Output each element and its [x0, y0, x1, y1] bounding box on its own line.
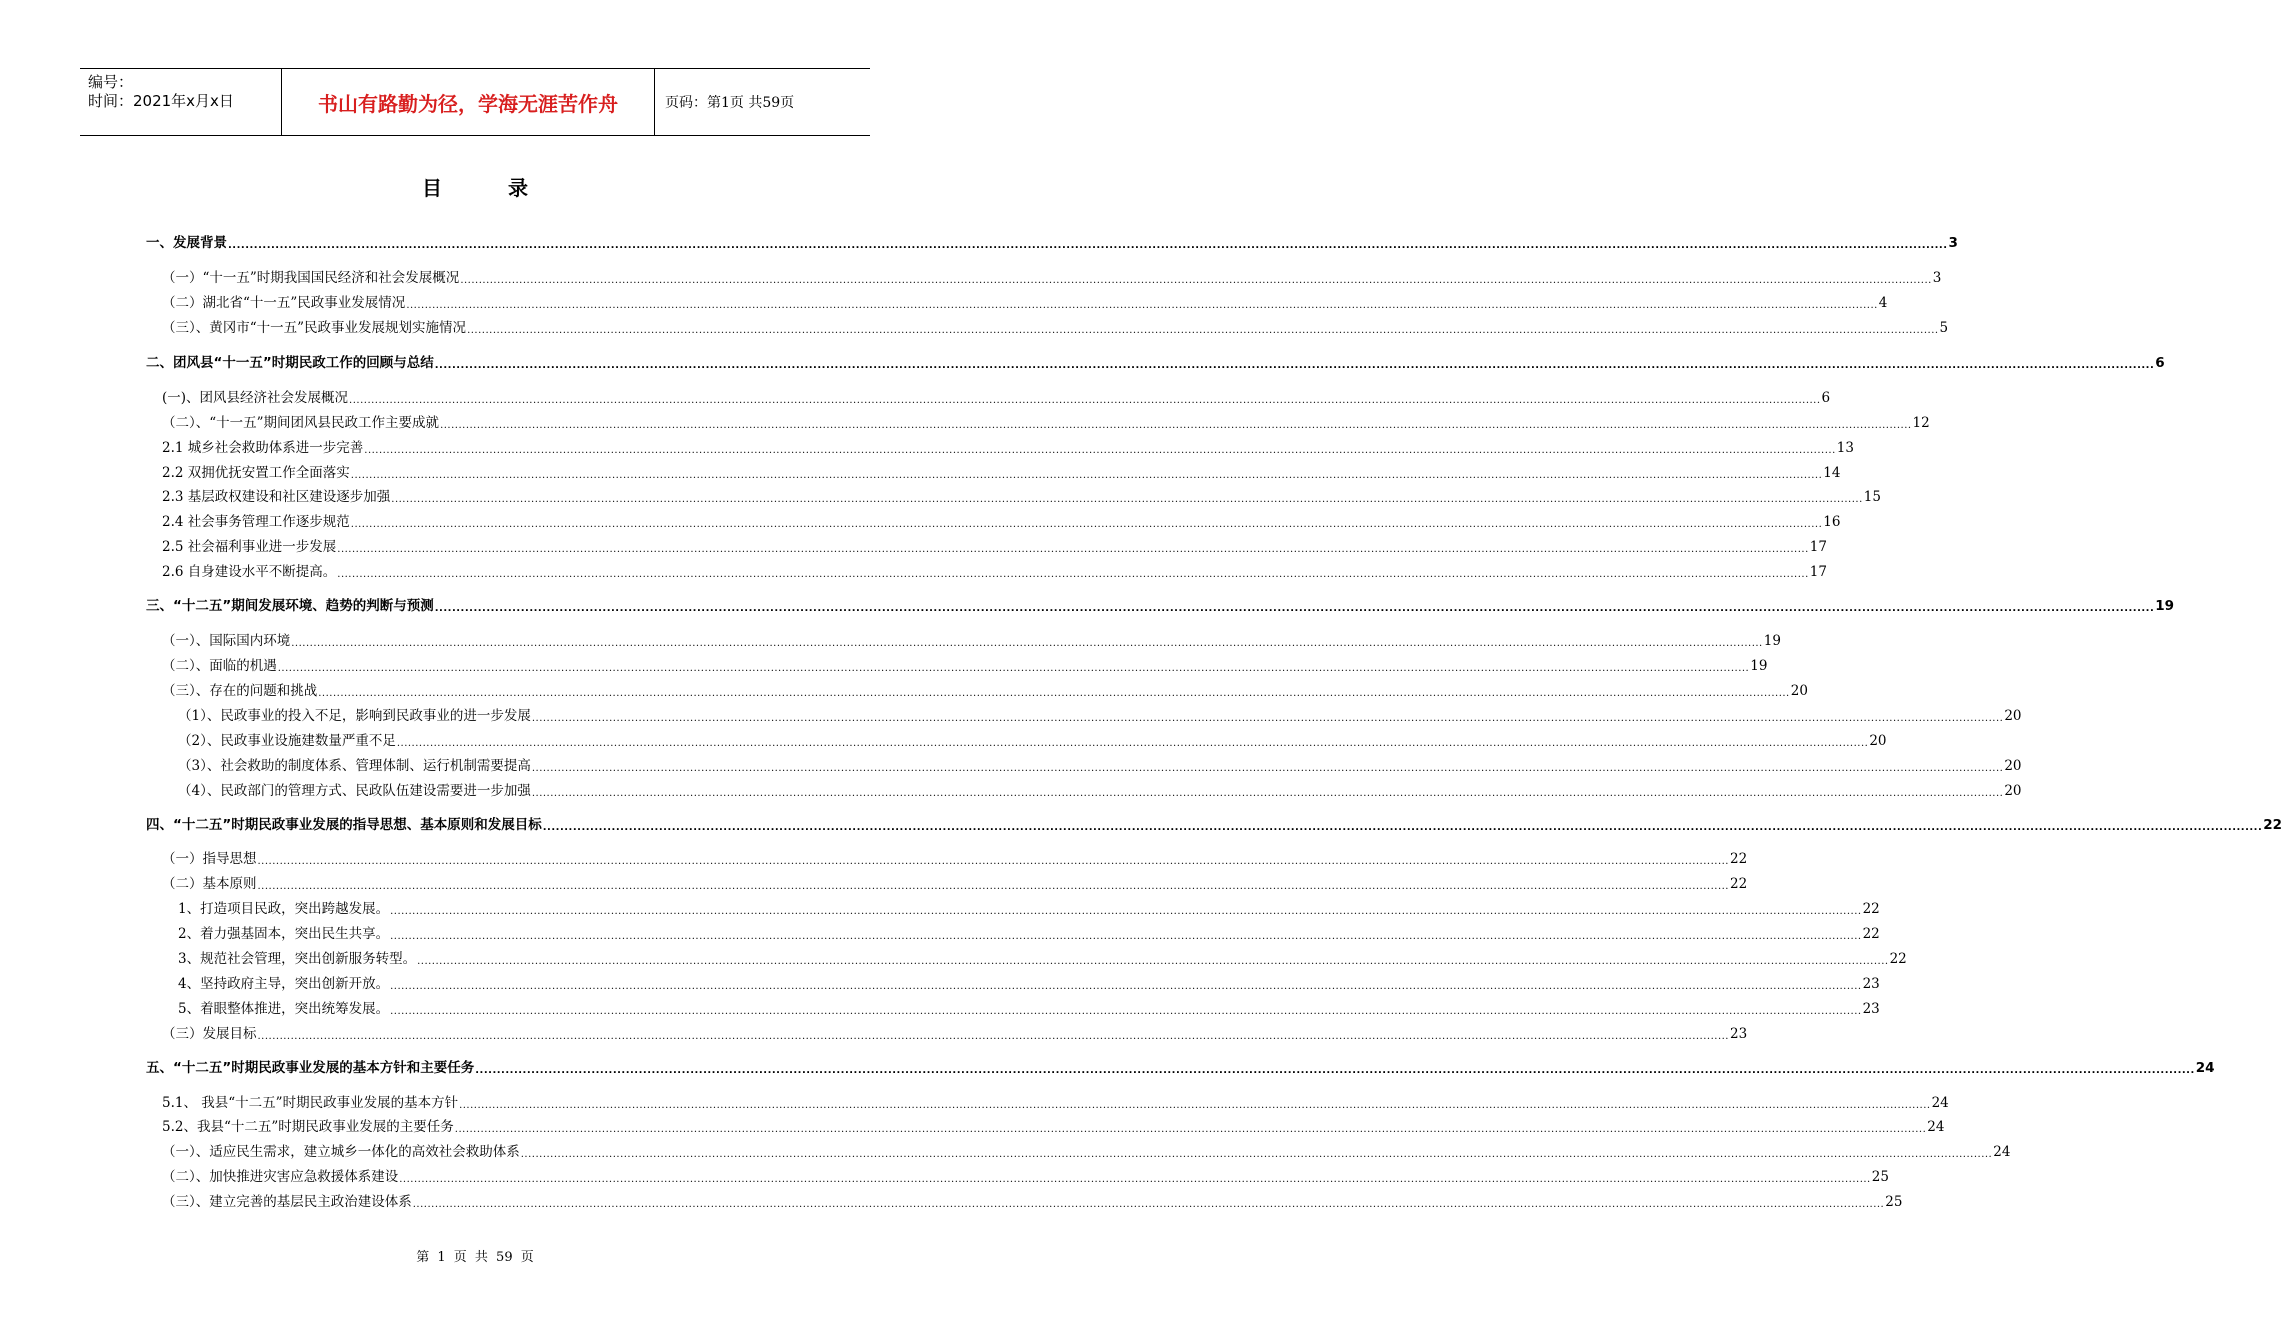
toc-leader-dots: ................................................................................................................................................................................................................................................................................................................................................................................................................	[257, 881, 1729, 892]
toc-entry-title: 5.1、 我县“十二五”时期民政事业发展的基本方针	[162, 1095, 459, 1111]
toc-leader-dots: ................................................................................................................................................................................................................................................................................................................................................................................................................	[390, 1006, 1862, 1017]
toc-entry[interactable]	[162, 436, 1854, 458]
toc-entry[interactable]	[162, 461, 1841, 483]
toc-entry-title: （1）、民政事业的投入不足，影响到民政事业的进一步发展	[178, 708, 531, 724]
toc-entry-page: 17	[1809, 564, 1827, 580]
toc-leader-dots: ................................................................................................................................................................................................................................................................................................................................................................................................................	[412, 1199, 1885, 1210]
toc-leader-dots: ................................................................................................................................................................................................................................................................................................................................................................................................................	[337, 544, 1809, 555]
toc-leader-dots: ................................................................................................................................................................................................................................................................................................................................................................................................................	[391, 494, 1863, 505]
toc-entry-page: 6	[2155, 355, 2165, 371]
toc-entry-page: 24	[1993, 1144, 2011, 1160]
toc-entry[interactable]	[146, 813, 2282, 835]
toc-entry-title: （三）、存在的问题和挑战	[162, 683, 318, 699]
toc-entry-page: 19	[1750, 658, 1768, 674]
toc-leader-dots: ................................................................................................................................................................................................................................................................................................................................................................................................................	[396, 738, 1869, 749]
toc-entry-page: 23	[1862, 1001, 1880, 1017]
toc-entry-page: 4	[1878, 295, 1888, 311]
toc-entry-title: （2）、民政事业设施建数量严重不足	[178, 733, 396, 749]
toc-entry[interactable]	[162, 847, 1748, 869]
toc-entry-title: 2.1 城乡社会救助体系进一步完善	[162, 440, 364, 456]
toc-leader-dots: ................................................................................................................................................................................................................................................................................................................................................................................................................	[454, 1124, 1927, 1135]
toc-entry-title: (一)、团风县经济社会发展概况	[162, 390, 349, 406]
toc-entry-title: （一）、适应民生需求，建立城乡一体化的高效社会救助体系	[162, 1144, 520, 1160]
toc-entry-page: 17	[1809, 539, 1827, 555]
toc-entry-page: 25	[1871, 1169, 1889, 1185]
toc-leader-dots: ................................................................................................................................................................................................................................................................................................................................................................................................................	[390, 906, 1862, 917]
toc-entry-title: 三、“十二五”期间发展环境、趋势的判断与预测	[146, 598, 434, 614]
toc-entry-page: 19	[1763, 633, 1781, 649]
toc-entry[interactable]	[162, 266, 1942, 288]
toc-entry-title: 一、发展背景	[146, 235, 227, 251]
toc-entry-page: 24	[2195, 1060, 2215, 1076]
toc-entry-title: （二）、面临的机遇	[162, 658, 277, 674]
toc-entry[interactable]	[178, 779, 2022, 801]
header-motto: 书山有路勤为径，学海无涯苦作舟	[282, 69, 655, 135]
toc-entry-title: 4、坚持政府主导，突出创新开放。	[178, 976, 390, 992]
toc-leader-dots: ................................................................................................................................................................................................................................................................................................................................................................................................................	[520, 1149, 1993, 1160]
toc-entry-title: 二、团风县“十一五”时期民政工作的回顾与总结	[146, 355, 434, 371]
toc-entry-page: 23	[1862, 976, 1880, 992]
toc-entry-title: （4）、民政部门的管理方式、民政队伍建设需要进一步加强	[178, 783, 531, 799]
toc-entry-title: 3、规范社会管理，突出创新服务转型。	[178, 951, 417, 967]
toc-leader-dots: ................................................................................................................................................................................................................................................................................................................................................................................................................	[291, 638, 1763, 649]
toc-entry-page: 25	[1885, 1194, 1903, 1210]
toc-entry-page: 15	[1863, 489, 1881, 505]
toc-entry-title: 四、“十二五”时期民政事业发展的指导思想、基本原则和发展目标	[146, 817, 542, 833]
toc-entry-title: （一）、国际国内环境	[162, 633, 291, 649]
toc-entry-page: 3	[1932, 270, 1942, 286]
toc-entry-title: （三）发展目标	[162, 1026, 257, 1042]
toc-leader-dots: ................................................................................................................................................................................................................................................................................................................................................................................................................	[459, 1100, 1931, 1111]
toc-leader-dots: ................................................................................................................................................................................................................................................................................................................................................................................................................	[277, 663, 1750, 674]
toc-entry[interactable]	[162, 560, 1827, 582]
toc-leader-dots: ................................................................................................................................................................................................................................................................................................................................................................................................................	[350, 519, 1823, 530]
toc-entry-page: 19	[2155, 598, 2175, 614]
toc-leader-dots: ................................................................................................................................................................................................................................................................................................................................................................................................................	[542, 822, 2263, 833]
toc-entry-page: 6	[1821, 390, 1831, 406]
toc-entry[interactable]	[178, 947, 1907, 969]
toc-entry[interactable]	[146, 351, 2165, 373]
toc-entry[interactable]	[162, 386, 1831, 408]
toc-leader-dots: ................................................................................................................................................................................................................................................................................................................................................................................................................	[440, 420, 1912, 431]
toc-leader-dots: ................................................................................................................................................................................................................................................................................................................................................................................................................	[390, 981, 1862, 992]
toc-leader-dots: ................................................................................................................................................................................................................................................................................................................................................................................................................	[257, 856, 1729, 867]
toc-leader-dots: ................................................................................................................................................................................................................................................................................................................................................................................................................	[257, 1031, 1729, 1042]
toc-entry[interactable]	[162, 629, 1781, 651]
toc-entry-title: 2.2 双拥优抚安置工作全面落实	[162, 465, 350, 481]
toc-leader-dots: ................................................................................................................................................................................................................................................................................................................................................................................................................	[364, 445, 1836, 456]
toc-entry[interactable]	[146, 1056, 2215, 1078]
toc-entry[interactable]	[162, 679, 1808, 701]
toc-entry-page: 5	[1939, 320, 1949, 336]
toc-entry-page: 22	[1729, 851, 1748, 867]
toc-leader-dots: ................................................................................................................................................................................................................................................................................................................................................................................................................	[337, 569, 1809, 580]
toc-entry[interactable]	[162, 1140, 2011, 1162]
toc-entry-page: 20	[1869, 733, 1887, 749]
toc-entry[interactable]	[178, 922, 1880, 944]
toc-entry[interactable]	[178, 754, 2022, 776]
toc-entry-title: （二）基本原则	[162, 876, 257, 892]
toc-entry-page: 13	[1836, 440, 1854, 456]
toc-entry-page: 20	[1790, 683, 1808, 699]
toc-leader-dots: ................................................................................................................................................................................................................................................................................................................................................................................................................	[406, 300, 1878, 311]
toc-entry-title: 2.4 社会事务管理工作逐步规范	[162, 514, 350, 530]
toc-leader-dots: ................................................................................................................................................................................................................................................................................................................................................................................................................	[531, 763, 2004, 774]
toc-leader-dots: ................................................................................................................................................................................................................................................................................................................................................................................................................	[531, 788, 2004, 799]
toc-entry[interactable]	[162, 510, 1841, 532]
toc-entry[interactable]	[146, 594, 2175, 616]
toc-entry[interactable]	[178, 729, 1887, 751]
toc-entry-title: 5、着眼整体推进，突出统筹发展。	[178, 1001, 390, 1017]
toc-entry-page: 20	[2004, 758, 2022, 774]
toc-entry[interactable]	[178, 997, 1880, 1019]
toc-entry-title: 2、着力强基固本，突出民生共享。	[178, 926, 390, 942]
toc-entry-title: （三）、建立完善的基层民主政治建设体系	[162, 1194, 412, 1210]
toc-leader-dots: ................................................................................................................................................................................................................................................................................................................................................................................................................	[467, 325, 1939, 336]
toc-leader-dots: ................................................................................................................................................................................................................................................................................................................................................................................................................	[318, 688, 1790, 699]
toc-entry-page: 22	[1862, 901, 1880, 917]
toc-entry-page: 22	[1862, 926, 1880, 942]
toc-leader-dots: ................................................................................................................................................................................................................................................................................................................................................................................................................	[434, 360, 2155, 371]
toc-entry[interactable]	[162, 485, 1881, 507]
toc-entry[interactable]	[162, 1022, 1748, 1044]
toc-leader-dots: ................................................................................................................................................................................................................................................................................................................................................................................................................	[349, 395, 1821, 406]
toc-entry[interactable]	[162, 872, 1748, 894]
toc-entry-page: 22	[1889, 951, 1907, 967]
toc-entry-title: （一）指导思想	[162, 851, 257, 867]
toc-leader-dots: ................................................................................................................................................................................................................................................................................................................................................................................................................	[390, 931, 1862, 942]
toc-entry[interactable]	[178, 972, 1880, 994]
toc-leader-dots: ................................................................................................................................................................................................................................................................................................................................................................................................................	[460, 275, 1932, 286]
toc-entry-title: （二）湖北省“十一五”民政事业发展情况	[162, 295, 406, 311]
toc-leader-dots: ................................................................................................................................................................................................................................................................................................................................................................................................................	[434, 603, 2155, 614]
toc-entry-page: 16	[1823, 514, 1841, 530]
toc-entry-page: 22	[1729, 876, 1748, 892]
toc-entry-title: 1、打造项目民政，突出跨越发展。	[178, 901, 390, 917]
page-title: 目录	[422, 176, 594, 200]
toc-entry[interactable]	[162, 1165, 1889, 1187]
document-date-label: 时间：2021年x月x日	[88, 92, 234, 110]
toc-leader-dots: ................................................................................................................................................................................................................................................................................................................................................................................................................	[475, 1065, 2195, 1076]
toc-entry[interactable]	[146, 231, 1958, 253]
toc-entry[interactable]	[162, 1115, 1945, 1137]
toc-leader-dots: ................................................................................................................................................................................................................................................................................................................................................................................................................	[531, 713, 2004, 724]
toc-entry[interactable]	[162, 316, 1949, 338]
toc-entry-title: （一）“十一五”时期我国国民经济和社会发展概况	[162, 270, 460, 286]
toc-entry[interactable]	[162, 411, 1930, 433]
toc-entry-page: 24	[1927, 1119, 1945, 1135]
toc-entry-title: 2.3 基层政权建设和社区建设逐步加强	[162, 489, 391, 505]
toc-entry-page: 23	[1729, 1026, 1748, 1042]
toc-leader-dots: ................................................................................................................................................................................................................................................................................................................................................................................................................	[228, 240, 1948, 251]
toc-entry-title: （三）、黄冈市“十一五”民政事业发展规划实施情况	[162, 320, 467, 336]
document-number-label: 编号：	[88, 73, 134, 91]
toc-entry-title: （3）、社会救助的制度体系、管理体制、运行机制需要提高	[178, 758, 531, 774]
toc-leader-dots: ................................................................................................................................................................................................................................................................................................................................................................................................................	[399, 1174, 1871, 1185]
page-footer: 第 1 页 共 59 页	[416, 1250, 534, 1265]
toc-entry-title: 五、“十二五”时期民政事业发展的基本方针和主要任务	[146, 1060, 475, 1076]
toc-leader-dots: ................................................................................................................................................................................................................................................................................................................................................................................................................	[417, 956, 1889, 967]
toc-entry-page: 20	[2004, 708, 2022, 724]
toc-entry-page: 20	[2004, 783, 2022, 799]
toc-entry-page: 22	[2263, 817, 2282, 833]
toc-entry-title: 2.5 社会福利事业进一步发展	[162, 539, 337, 555]
toc-entry-title: （二）、“十一五”期间团风县民政工作主要成就	[162, 415, 440, 431]
toc-leader-dots: ................................................................................................................................................................................................................................................................................................................................................................................................................	[350, 470, 1823, 481]
toc-entry-page: 12	[1912, 415, 1930, 431]
toc-entry[interactable]	[178, 704, 2022, 726]
toc-entry-page: 14	[1823, 465, 1841, 481]
header-page-info: 页码：第1页 共59页	[665, 95, 795, 111]
toc-entry[interactable]	[162, 535, 1827, 557]
toc-entry-title: 5.2、我县“十二五”时期民政事业发展的主要任务	[162, 1119, 454, 1135]
toc-entry-page: 3	[1948, 235, 1958, 251]
toc-entry[interactable]	[162, 291, 1888, 313]
toc-entry[interactable]	[162, 1190, 1903, 1212]
toc-entry-page: 24	[1931, 1095, 1949, 1111]
toc-entry-title: 2.6 自身建设水平不断提高。	[162, 564, 337, 580]
toc-entry-title: （二）、加快推进灾害应急救援体系建设	[162, 1169, 399, 1185]
toc-entry[interactable]	[162, 1091, 1949, 1113]
toc-entry[interactable]	[178, 897, 1880, 919]
toc-entry[interactable]	[162, 654, 1768, 676]
